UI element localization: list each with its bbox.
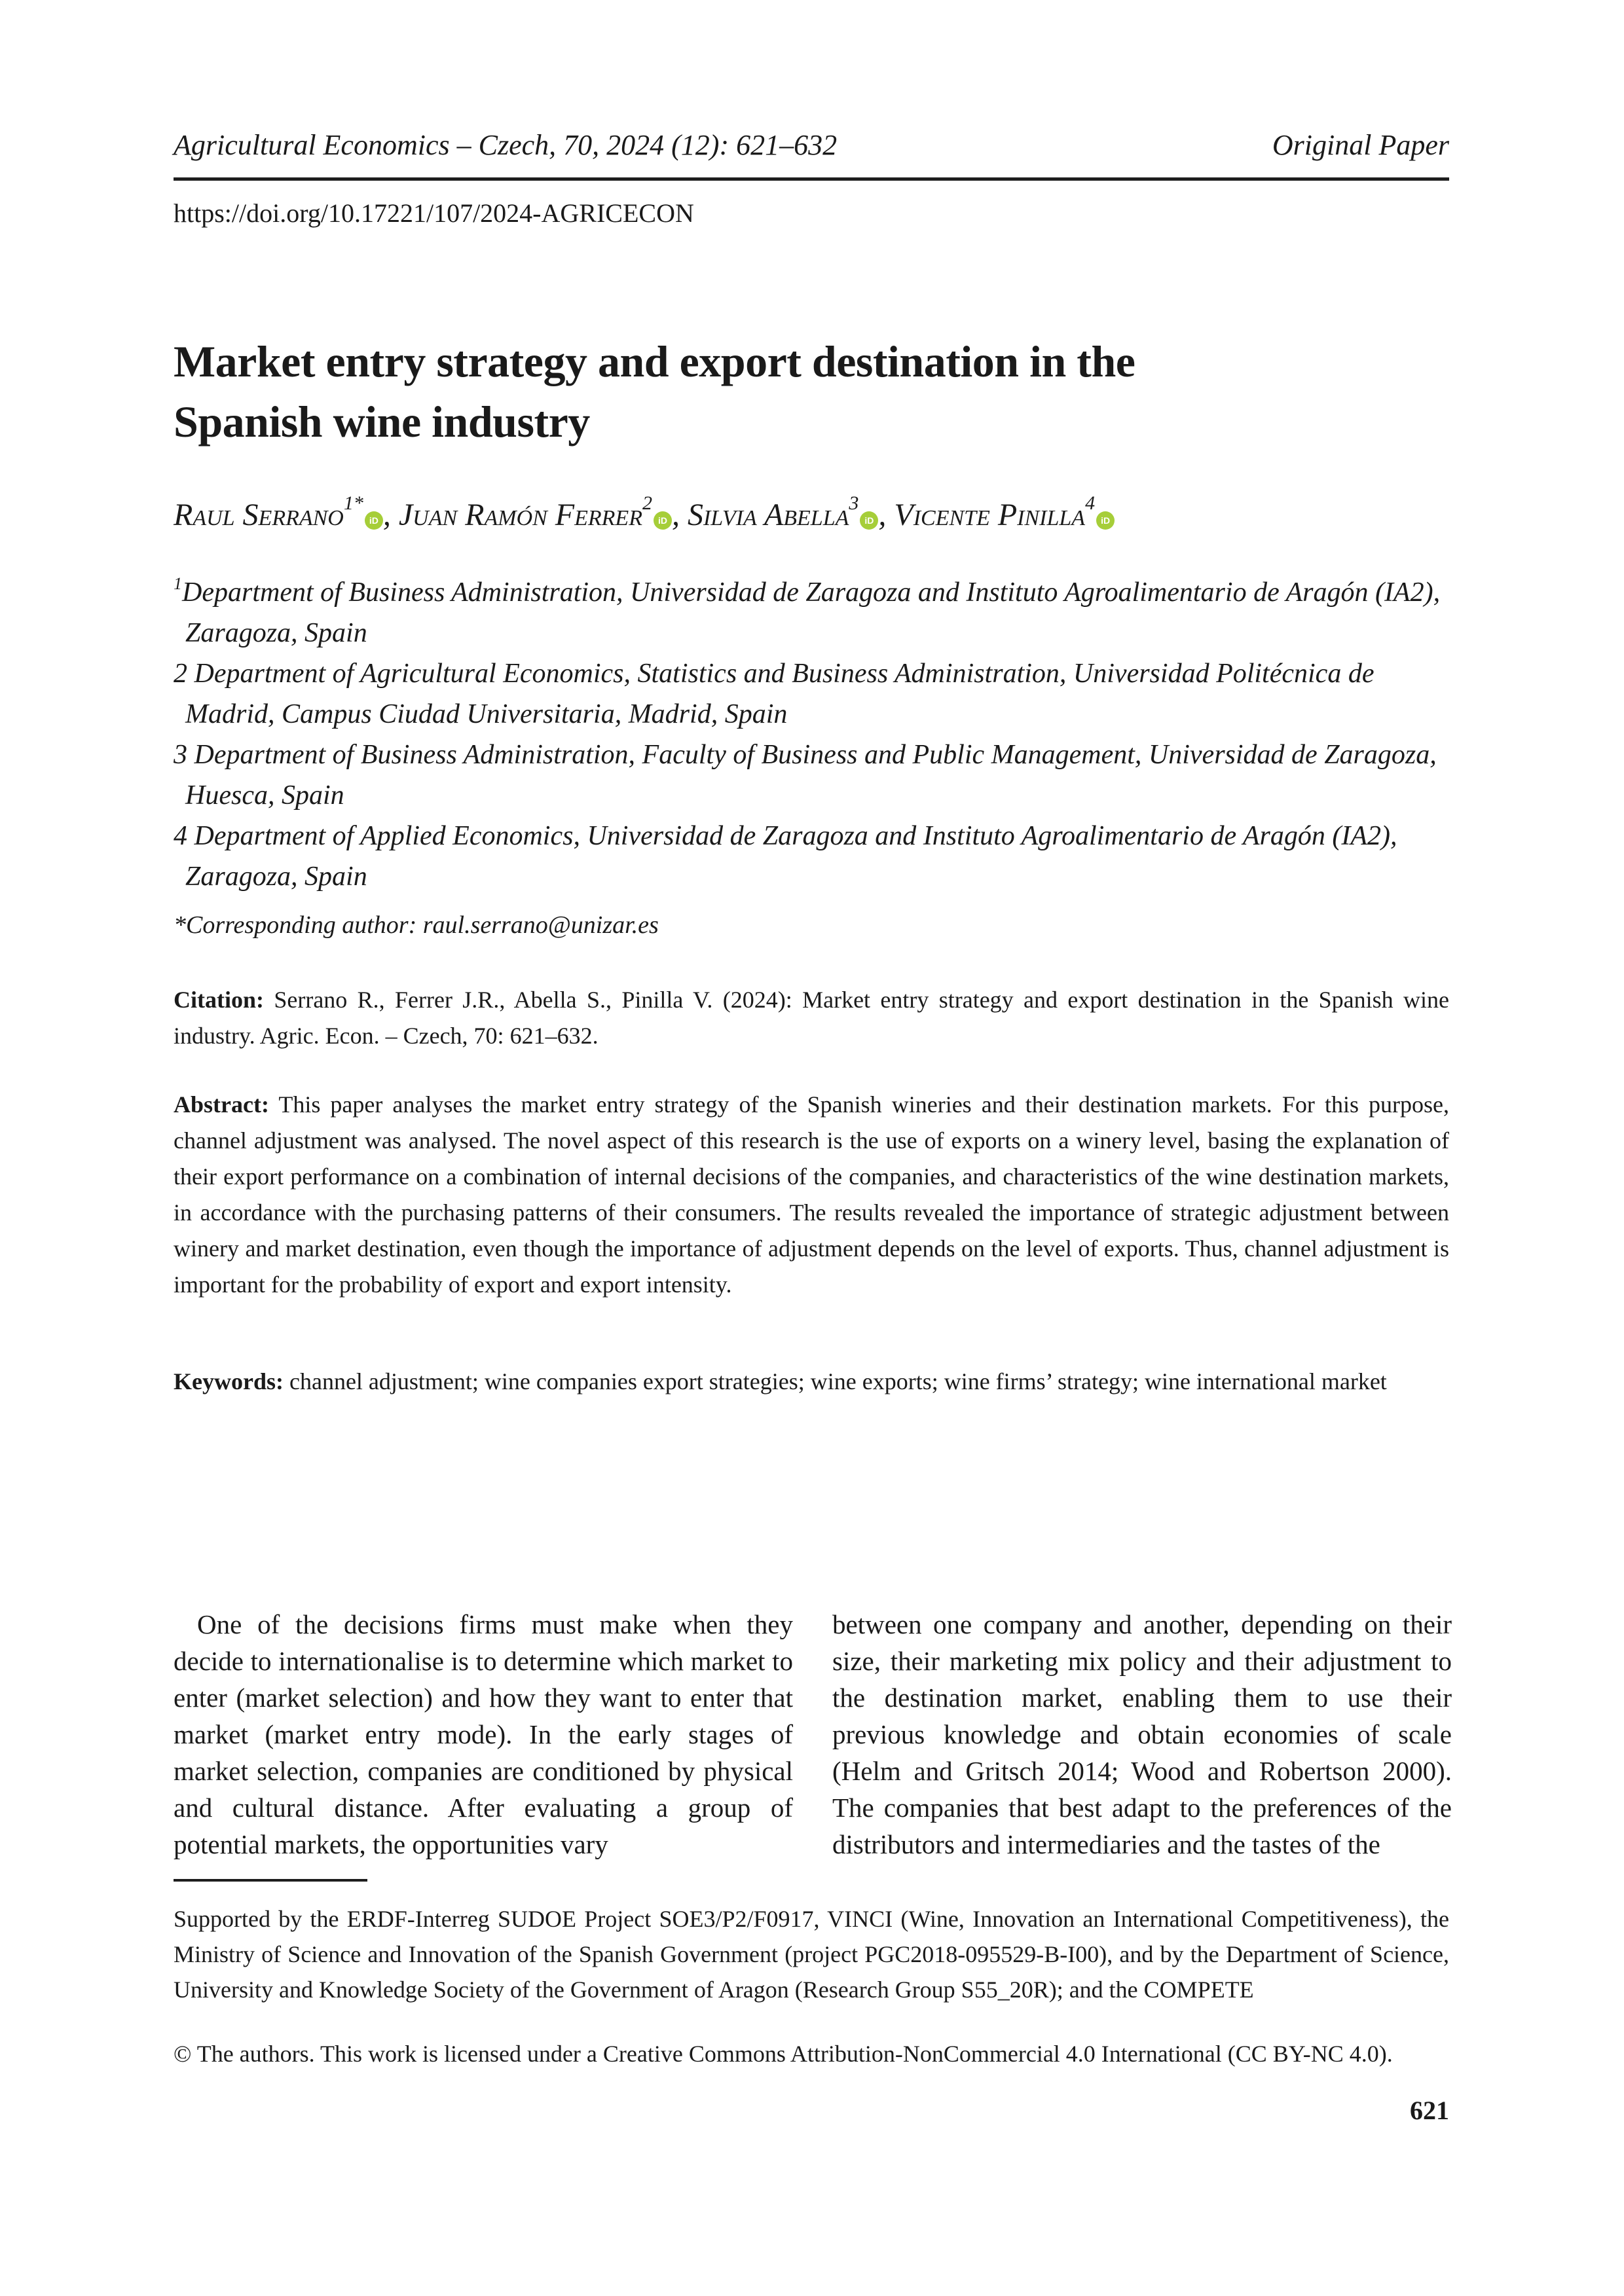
body-paragraph: One of the decisions firms must make when they decide to internationalise is to determine which market to enter (market selection) and how they want to enter that market (market entry mode). In the early stages of market selection, companies are conditioned by physical and cultural distance. After evaluating a group of potential markets, the opportunities vary (174, 1609, 793, 1859)
journal-citation: Agricultural Economics – Czech, 70, 2024 (12): 621–632 (174, 129, 838, 161)
author-list: Raul Serrano$^{1*}$iD , Juan Ramón Ferrer$^2$iD , Silvia Abella$^3$iD , Vicente Pinilla$^4$iD (174, 492, 1449, 538)
orcid-icon[interactable]: iD (654, 511, 672, 530)
keywords-label: Keywords: (174, 1368, 284, 1394)
page-number: 621 (1410, 2096, 1449, 2125)
citation-text: Serrano R., Ferrer J.R., Abella S., Pinilla V. (2024): Market entry strategy and export destination in the Spanish wine industry. Agric. Econ. – Czech, 70: 621–632. (174, 987, 1449, 1049)
author-name: Juan Ramón Ferrer (398, 498, 642, 532)
author-name: Silvia Abella (687, 498, 849, 532)
body-column-right (832, 1606, 1452, 1863)
article-type: Original Paper (1272, 129, 1449, 161)
funding-footnote: Supported by the ERDF-Interreg SUDOE Project SOE3/P2/F0917, VINCI (Wine, Innovation an International Competitiveness), the Ministry of Science and Innovation of the Spanish Government (project PGC2018-095529-B-I00), and by the Department of Science, University and Knowledge Society of the Government of Aragon (Research Group S55_20R); and the COMPETE (174, 1906, 1449, 2003)
title-line-1: Market entry strategy and export destination in the (174, 337, 1135, 386)
author-affil-sup: 1* (343, 492, 363, 514)
body-column-left (174, 1606, 793, 1863)
abstract-text: This paper analyses the market entry strategy of the Spanish wineries and their destination markets. For this purpose, channel adjustment was analysed. The novel aspect of this research is the use of exports on a winery level, basing the explanation of their export performance on a combination of internal decisions of the companies, and characteristics of the wine destination markets, in accordance with the purchasing patterns of their consumers. The results revealed the importance of strategic adjustment between winery and market destination, even though the importance of adjustment depends on the level of exports. Thus, channel adjustment is important for the probability of export and export intensity. (174, 1091, 1449, 1298)
affiliation-list (174, 572, 1449, 897)
abstract-label: Abstract: (174, 1091, 269, 1118)
body-paragraph: between one company and another, depending on their size, their marketing mix policy and their adjustment to the destination market, enabling them to use their previous knowledge and obtain economies of scale (Helm and Gritsch 2014; Wood and Robertson 2000). The companies that best adapt to the preferences of the distributors and intermediaries and the tastes of the (832, 1609, 1452, 1859)
affiliation-4: 4 Department of Applied Economics, Universidad de Zaragoza and Instituto Agroalimentario de Aragón (IA2), Zaragoza, Spain (174, 821, 1397, 892)
orcid-icon[interactable]: iD (365, 511, 383, 530)
citation-label: Citation: (174, 987, 264, 1013)
author-affil-sup: 4 (1085, 492, 1096, 514)
abstract-block (174, 1087, 1449, 1303)
orcid-icon[interactable]: iD (860, 511, 878, 530)
license-notice: © The authors. This work is licensed under a Creative Commons Attribution-NonCommercial 4.0 International (CC BY-NC 4.0). (174, 2041, 1393, 2067)
header-rule (174, 177, 1449, 181)
author-affil-sup: 3 (849, 492, 859, 514)
doi-link[interactable]: https://doi.org/10.17221/107/2024-AGRICECON (174, 198, 694, 228)
title-line-2: Spanish wine industry (174, 397, 590, 446)
author-name: Vicente Pinilla (894, 498, 1086, 532)
footnote-rule (174, 1879, 367, 1882)
author-affil-sup: 2 (642, 492, 652, 514)
author-name: Raul Serrano (174, 498, 344, 532)
running-head (174, 126, 1449, 172)
citation-block (174, 982, 1449, 1054)
keywords-block (174, 1364, 1449, 1400)
affiliation-3: 3 Department of Business Administration, Faculty of Business and Public Management, Universidad de Zaragoza, Huesca, Spain (174, 740, 1437, 811)
keywords-text: channel adjustment; wine companies export strategies; wine exports; wine firms’ strategy; wine international market (283, 1368, 1387, 1394)
affiliation-1: $^1$Department of Business Administration, Universidad de Zaragoza and Instituto Agroalimentario de Aragón (IA2), Zaragoza, Spain (174, 574, 1441, 648)
paper-title (174, 331, 1449, 452)
corresponding-author: *Corresponding author: raul.serrano@unizar.es (174, 911, 659, 939)
orcid-icon[interactable]: iD (1096, 511, 1115, 530)
affiliation-2: 2 Department of Agricultural Economics, Statistics and Business Administration, Universidad Politécnica de Madrid, Campus Ciudad Universitaria, Madrid, Spain (174, 659, 1375, 729)
